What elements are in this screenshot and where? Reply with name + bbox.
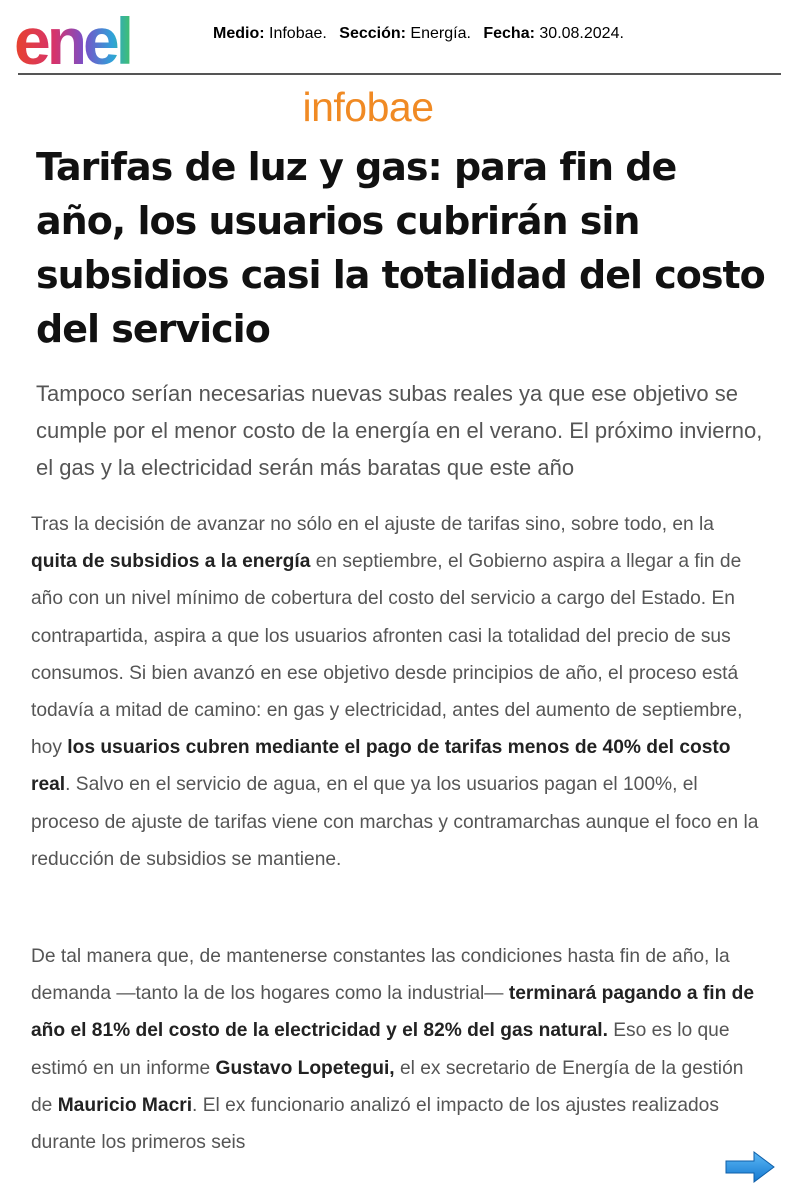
arrow-right-icon[interactable] (724, 1150, 776, 1184)
text-run: en septiembre, el Gobierno aspira a llegar a fin de año con un nivel mínimo de cobertura del costo del servicio a cargo del Estado. En contrapartida, aspira a que los usuarios afronten casi la totalidad del precio de sus consumos. Si bien avanzó en ese objetivo desde principios de año, el proceso está todavía a mitad de camino: en gas y electricidad, antes del aumento de septiembre, hoy (31, 551, 743, 759)
fecha-label: Fecha: (483, 25, 535, 42)
text-run: De tal manera que, de mantenerse constantes las condiciones hasta fin de año, la demanda —tanto la de los hogares como la industrial— (31, 946, 730, 1005)
header-divider (18, 73, 781, 75)
bold-run: Mauricio Macri (57, 1094, 193, 1116)
bold-run: terminará pagando a fin de año el 81% del costo de la electricidad y el 82% del gas natural. (31, 983, 755, 1042)
article-subtitle: Tampoco serían necesarias nuevas subas reales ya que ese objetivo se cumple por el menor costo de la energía en el verano. El próximo invierno, el gas y la electricidad serán más baratas que este año (36, 381, 763, 480)
article-paragraph-2 (31, 938, 761, 1161)
article-headline: Tarifas de luz y gas: para fin de año, los usuarios cubrirán sin subsidios casi la totalidad del costo del servicio (36, 145, 765, 351)
enel-logo (14, 6, 182, 70)
svg-text:enel: enel (14, 6, 131, 70)
clipping-meta (213, 25, 624, 43)
text-run: Tras la decisión de avanzar no sólo en el ajuste de tarifas sino, sobre todo, en la (31, 514, 714, 535)
text-run: . El ex funcionario analizó el impacto de los ajustes realizados durante los primeros seis (31, 1094, 719, 1154)
seccion-label: Sección: (339, 25, 406, 42)
text-run: Eso es lo que estimó en un informe (31, 1020, 730, 1079)
seccion-value: Energía. (410, 25, 471, 42)
bold-run: los usuarios cubren mediante el pago de tarifas menos de 40% del costo real (31, 737, 731, 796)
fecha-value: 30.08.2024. (539, 25, 624, 42)
text-run: el ex secretario de Energía de la gestión de (31, 1057, 744, 1116)
text-run: . Salvo en el servicio de agua, en el que ya los usuarios pagan el 100%, el proceso de ajuste de tarifas viene con marchas y contramarchas aunque el foco en la reducción de subsidios se mantiene. (31, 774, 759, 870)
article-paragraph-1 (31, 506, 761, 878)
medio-label: Medio: (213, 25, 265, 42)
publication-logo: infobae (302, 84, 434, 130)
medio-value: Infobae. (269, 25, 327, 42)
bold-run: Gustavo Lopetegui, (215, 1057, 395, 1079)
bold-run: quita de subsidios a la energía (31, 551, 311, 573)
clipping-header (0, 0, 800, 76)
